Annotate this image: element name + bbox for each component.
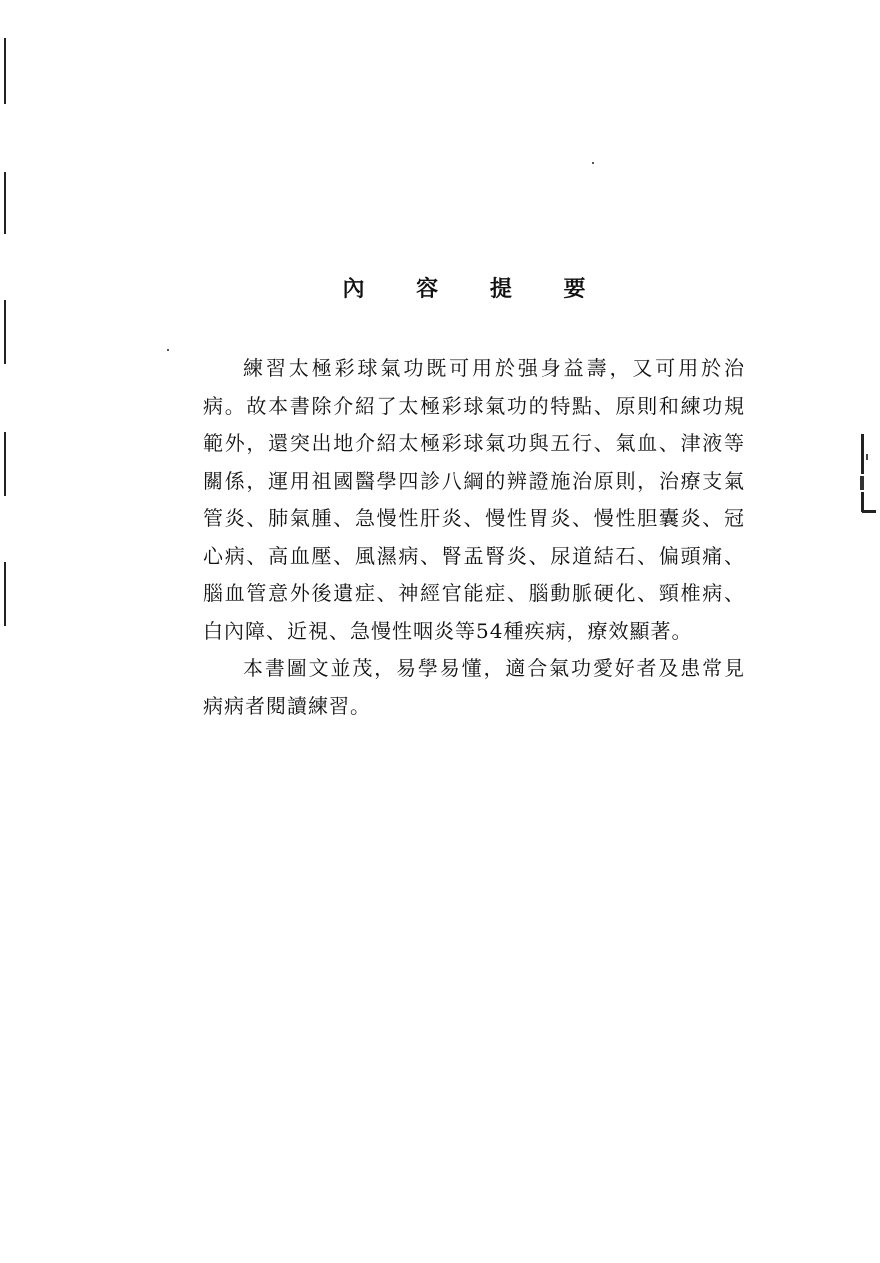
scan-margin-mark bbox=[4, 172, 6, 234]
scan-speck bbox=[167, 349, 169, 351]
summary-paragraph: 本書圖文並茂，易學易懂，適合氣功愛好者及患常見病病者閱讀練習。 bbox=[203, 656, 745, 718]
summary-paragraph: 練習太極彩球氣功既可用於强身益壽，又可用於治病。故本書除介紹了太極彩球氣功的特點、原則和練功規範外，還突出地介紹太極彩球氣功與五行、氣血、津液等關係，運用祖國醫學四診八綱的辨證施治原則，治療支氣管炎、肺氣腫、急慢性肝炎、慢性胃炎、慢性胆囊炎、冠心病、高血壓、風濕病、腎盂腎炎、尿道結石、偏頭痛、腦血管意外後遺症、神經官能症、腦動脈硬化、頸椎病、白內障、近視、急慢性咽炎等54種疾病，療效顯著。 bbox=[203, 356, 745, 643]
scan-speck bbox=[592, 162, 594, 164]
scan-margin-mark bbox=[4, 38, 6, 104]
page-title: 內 容 提 要 bbox=[342, 276, 608, 302]
scan-margin-mark bbox=[4, 432, 6, 496]
scan-margin-mark bbox=[4, 300, 6, 364]
scan-margin-mark bbox=[4, 562, 6, 626]
scan-edge-blot bbox=[858, 430, 878, 520]
summary-body bbox=[203, 350, 745, 725]
